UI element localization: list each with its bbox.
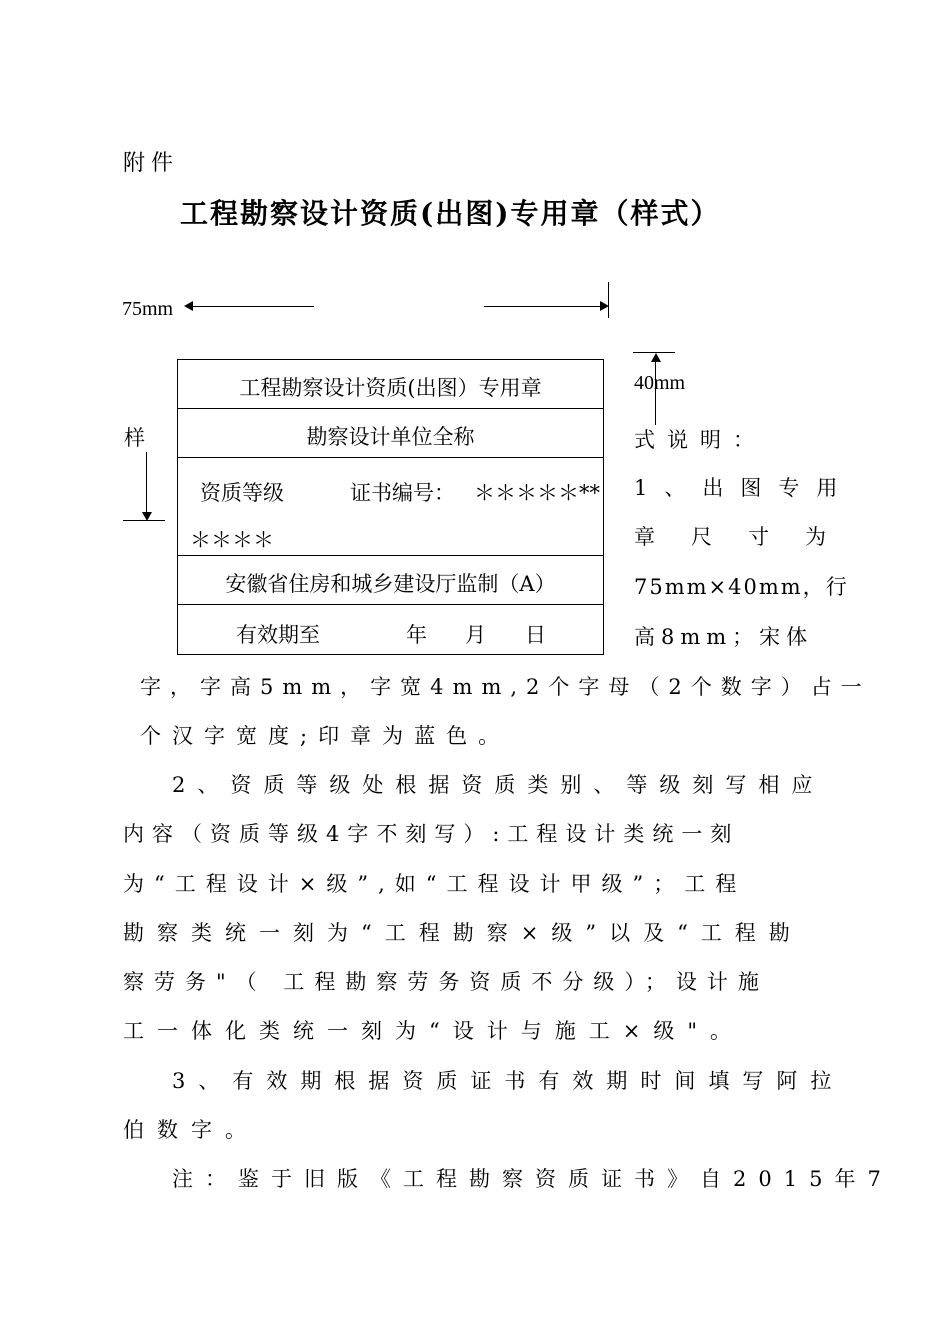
left-arrow-tick <box>123 520 165 521</box>
stamp-validity-label: 有效期至 <box>236 623 320 647</box>
note-line: 3、有效期根据资质证书有效期时间填写阿拉 <box>172 1069 845 1093</box>
stamp-row-title <box>178 360 603 409</box>
note-line: 内容（资质等级4字不刻写）:工程设计类统一刻 <box>123 822 740 846</box>
width-arrow-line-right <box>484 306 602 307</box>
note-line: 勘察类统一刻为“工程勘察×级”以及“工程勘 <box>123 921 803 945</box>
stamp-cert-stars-2: ＊＊＊＊ <box>190 528 274 552</box>
note-side-line: 章尺寸为 <box>634 525 862 549</box>
note-side-line: 1、出图专用 <box>634 476 855 500</box>
stamp-sample-box <box>177 359 604 655</box>
note-line: 个汉字宽度;印章为蓝色。 <box>140 724 511 748</box>
stamp-row-validity <box>178 605 603 654</box>
stamp-row-supervisor <box>178 556 603 605</box>
note-line: 为“工程设计×级”,如“工程设计甲级”；工程 <box>123 872 747 896</box>
stamp-supervisor: 安徽省住房和城乡建设厅监制（A） <box>225 572 556 596</box>
stamp-cert-label: 证书编号： <box>350 481 455 505</box>
attachment-label: 附件 <box>123 151 180 176</box>
stamp-title: 工程勘察设计资质(出图）专用章 <box>239 376 542 400</box>
arrow-up-icon <box>651 353 661 362</box>
stamp-grade: 资质等级 <box>200 481 284 505</box>
note-line: 注：鉴于旧版《工程勘察资质证书》自2015年7 <box>172 1167 893 1191</box>
note-side-line: 高8mm；宋体 <box>634 625 814 649</box>
side-char: 样 <box>124 426 145 450</box>
stamp-company-name: 勘察设计单位全称 <box>306 425 475 449</box>
stamp-day: 日 <box>525 623 546 647</box>
note-line: 字，字高5mm，字宽4mm,2个字母（2个数字）占一 <box>140 675 871 699</box>
note-line: 工一体化类统一刻为“设计与施工×级"。 <box>123 1019 744 1043</box>
note-side-line: 75mm×40mm，行 <box>634 575 849 599</box>
height-dimension-label: 40mm <box>634 372 686 394</box>
width-dimension-label: 75mm <box>122 298 174 320</box>
stamp-row-grade <box>178 458 603 556</box>
note-side-line: 式说明： <box>634 428 766 452</box>
stamp-month: 月 <box>465 623 486 647</box>
stamp-cert-stars: ＊＊＊＊＊** <box>474 481 600 505</box>
stamp-year: 年 <box>406 623 427 647</box>
page-title: 工程勘察设计资质(出图)专用章（样式） <box>180 197 721 230</box>
note-line: 2、资质等级处根据资质类别、等级刻写相应 <box>172 773 825 797</box>
width-tick-right <box>608 282 609 318</box>
note-line: 察劳务"（ 工程勘察劳务资质不分级）；设计施 <box>123 970 769 994</box>
stamp-row-company <box>178 409 603 458</box>
left-arrow-line <box>146 452 147 514</box>
width-arrow-line-left <box>190 306 314 307</box>
note-line: 伯数字。 <box>123 1118 259 1142</box>
